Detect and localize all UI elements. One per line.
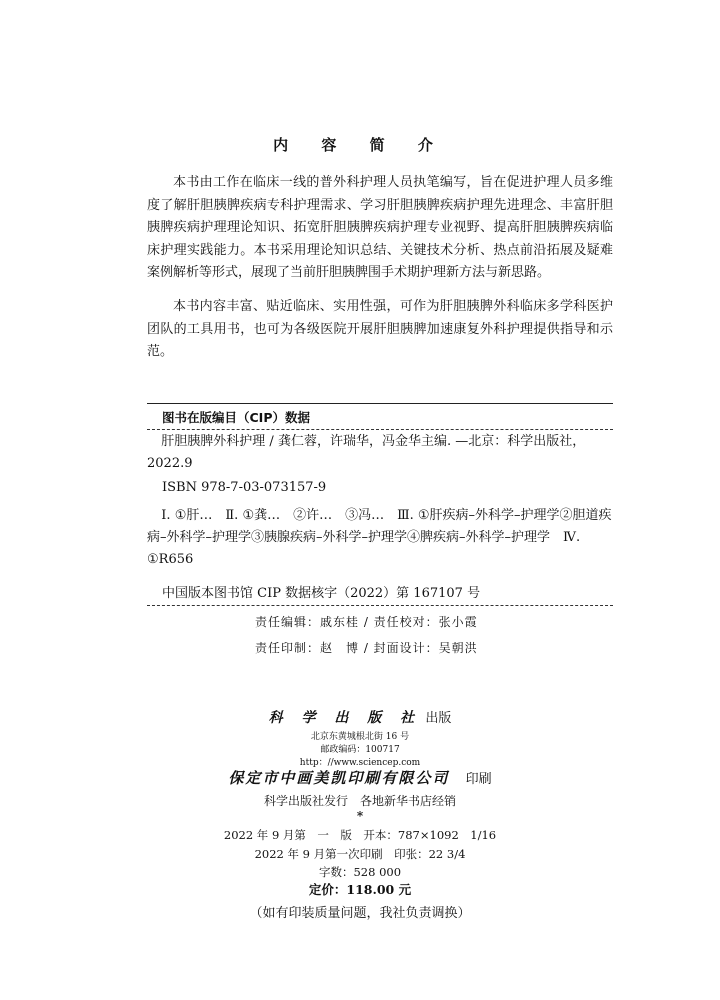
cip-heading-divider (147, 429, 613, 430)
intro-title: 内 容 简 介 (273, 136, 447, 154)
cip-isbn: ISBN 978-7-03-073157-9 (162, 480, 327, 495)
cip-classification: Ⅰ. ①肝… Ⅱ. ①龚… ②许… ③冯… Ⅲ. ①肝疾病–外科学–护理学②胆道疾病–外科学–护理学③胰腺疾病–外科学–护理学④脾疾病–外科学–护理学 Ⅳ. ①R656 (147, 508, 612, 567)
cip-bottom-divider (147, 605, 613, 606)
quality-note: （如有印装质量问题，我社负责调换） (249, 906, 471, 921)
publisher-website: http：//www.sciencep.com (299, 758, 421, 768)
printer-name: 保定市中画美凯印刷有限公司 (228, 769, 450, 787)
publisher-postcode: 邮政编码：100717 (320, 745, 400, 755)
publisher-suffix: 出版 (425, 711, 452, 726)
editor-credits: 责任编辑：戚东桂 / 责任校对：张小霞 (255, 615, 478, 629)
intro-paragraph-1: 本书由工作在临床一线的普外科护理人员执笔编写，旨在促进护理人员多维度了解肝胆胰脾疾病专科护理需求、学习肝胆胰脾疾病护理先进理念、丰富肝胆胰脾疾病护理理论知识、拓宽肝胆胰脾疾病护理专业视野、提高肝胆胰脾疾病临床护理实践能力。本书采用理论知识总结、关键技术分析、热点前沿拓展及疑难案例解析等形式，展现了当前肝胆胰脾围手术期护理新方法与新思路。 (147, 175, 613, 280)
printer-suffix: 印刷 (465, 772, 492, 787)
price: 定价：118.00 元 (308, 882, 412, 897)
impression-info: 2022 年 9 月第一次印刷 印张：22 3/4 (254, 847, 466, 861)
cip-bibliographic-entry: 肝胆胰脾外科护理 / 龚仁蓉，许瑞华，冯金华主编. —北京：科学出版社，2022.9 (147, 434, 586, 471)
edition-info: 2022 年 9 月第 一 版 开本：787×1092 1/16 (223, 828, 497, 842)
production-credits: 责任印制：赵 博 / 封面设计：吴朝洪 (255, 641, 478, 655)
printer-line (0, 767, 720, 788)
word-count: 字数：528 000 (318, 865, 402, 879)
distribution-line: 科学出版社发行 各地新华书店经销 (263, 794, 456, 808)
publisher-line (0, 707, 720, 727)
publisher-name: 科 学 出 版 社 (268, 710, 422, 726)
intro-paragraph-2: 本书内容丰富、贴近临床、实用性强，可作为肝胆胰脾外科临床多学科医护团队的工具用书，也可为各级医院开展肝胆胰脾加速康复外科护理提供指导和示范。 (147, 299, 613, 359)
cip-record-number: 中国版本图书馆 CIP 数据核字（2022）第 167107 号 (162, 586, 481, 601)
separator-star: * (356, 809, 364, 823)
cip-top-rule (147, 403, 613, 404)
cip-heading: 图书在版编目（CIP）数据 (162, 410, 310, 425)
publisher-address: 北京东黄城根北街 16 号 (310, 732, 410, 742)
